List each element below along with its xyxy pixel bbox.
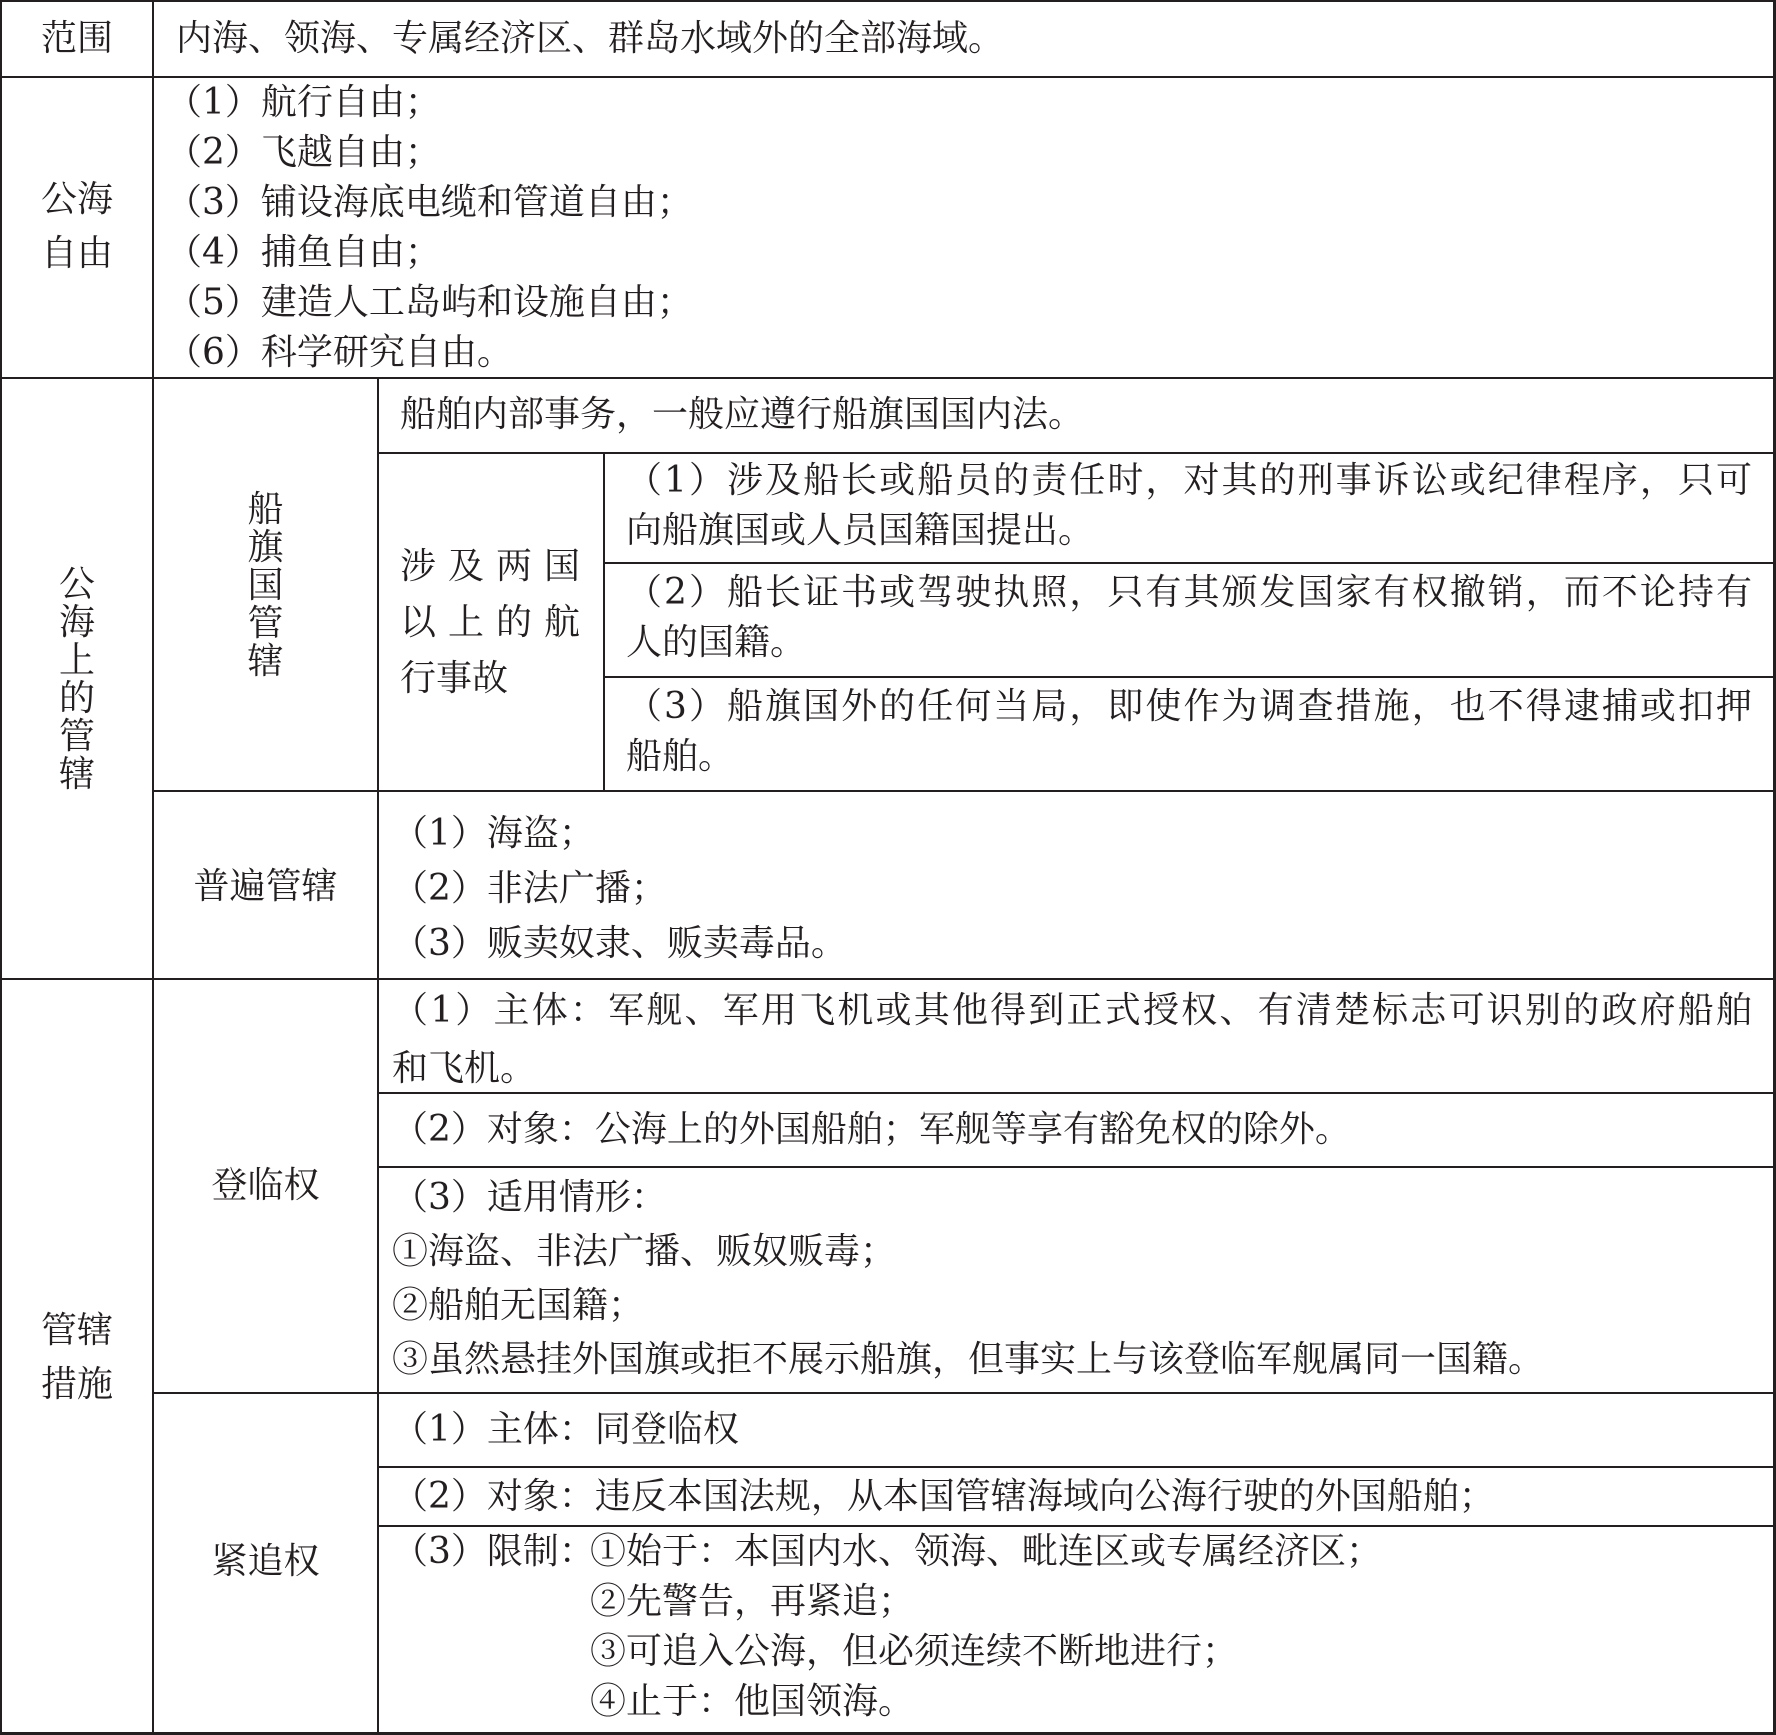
list-item: （3）贩卖奴隶、贩卖毒品。 (392, 923, 847, 964)
boarding-subject-line: 和飞机。 (392, 1048, 537, 1089)
accident-item-line: 向船旗国或人员国籍国提出。 (626, 510, 1095, 551)
flag-state-label-char: 管 (247, 603, 284, 644)
freedom-label-line: 自由 (40, 233, 113, 274)
row-divider (377, 452, 1776, 454)
measures-label-line: 管辖 (40, 1310, 113, 1351)
column-divider (603, 452, 605, 790)
boarding-cases (392, 1171, 1544, 1387)
measures-label (2, 1304, 152, 1412)
table-border (0, 0, 1776, 2)
row-divider (152, 790, 1776, 792)
list-item: ②船舶无国籍； (392, 1285, 645, 1326)
pursuit-object: （2）对象：违反本国法规，从本国管辖海域向公海行驶的外国船舶； (392, 1476, 1495, 1517)
freedom-label-line: 公海 (40, 179, 113, 220)
jurisdiction-label (2, 566, 152, 794)
accident-item-2 (626, 568, 1752, 668)
pursuit-limits (590, 1527, 1382, 1727)
pursuit-label: 紧追权 (211, 1541, 320, 1582)
list-item: ①始于：本国内水、领海、毗连区或专属经济区； (590, 1531, 1383, 1572)
row-divider (0, 978, 1776, 980)
flag-state-label-char: 国 (247, 565, 284, 606)
row-divider (377, 1466, 1776, 1468)
accident-item-line: （3）船旗国外的任何当局，即使作为调查措施，也不得逮捕或扣押 (626, 686, 1752, 727)
list-item: （3）铺设海底电缆和管道自由； (166, 182, 693, 223)
jurisdiction-label-char: 辖 (58, 754, 95, 795)
universal-label: 普遍管辖 (193, 866, 338, 907)
measures-label-line: 措施 (40, 1364, 113, 1405)
jurisdiction-label-char: 公 (58, 564, 95, 605)
freedom-label (2, 173, 152, 281)
scope-label: 范围 (40, 18, 113, 59)
list-item: ①海盗、非法广播、贩奴贩毒； (392, 1231, 897, 1272)
row-divider (377, 1166, 1776, 1168)
boarding-label: 登临权 (211, 1165, 320, 1206)
jurisdiction-label-char: 管 (58, 716, 95, 757)
list-item: （5）建造人工岛屿和设施自由； (166, 282, 693, 323)
list-item: （4）捕鱼自由； (166, 232, 441, 273)
list-item: （6）科学研究自由。 (166, 332, 513, 373)
flag-state-label-char: 船 (247, 489, 284, 530)
accident-item-3 (626, 682, 1752, 782)
accident-label (400, 539, 580, 707)
list-item: ②先警告，再紧追； (590, 1581, 915, 1622)
universal-list (392, 806, 847, 971)
flag-state-label-char: 旗 (247, 527, 284, 568)
accident-label-line: 以上的航 (400, 602, 580, 643)
jurisdiction-label-char: 的 (58, 678, 95, 719)
boarding-object: （2）对象：公海上的外国船舶；军舰等享有豁免权的除外。 (392, 1109, 1351, 1150)
row-divider (603, 562, 1776, 564)
list-item: ③可追入公海，但必须连续不断地进行； (590, 1631, 1239, 1672)
list-item: （1）航行自由； (166, 82, 441, 123)
boarding-subject-line: （1）主体：军舰、军用飞机或其他得到正式授权、有清楚标志可识别的政府船舶 (392, 990, 1752, 1031)
flag-state-label-char: 辖 (247, 641, 284, 682)
accident-label-line: 行事故 (400, 658, 509, 699)
pursuit-subject: （1）主体：同登临权 (392, 1409, 739, 1450)
boarding-subject (392, 982, 1752, 1098)
jurisdiction-label-char: 上 (58, 640, 95, 681)
column-divider (377, 378, 379, 1735)
jurisdiction-label-char: 海 (58, 602, 95, 643)
accident-item-line: （2）船长证书或驾驶执照，只有其颁发国家有权撤销，而不论持有 (626, 572, 1752, 613)
row-divider (152, 1392, 1776, 1394)
list-item: （1）海盗； (392, 813, 595, 854)
flag-state-label (154, 491, 377, 681)
pursuit-limit-prefix: （3）限制： (392, 1531, 595, 1572)
accident-item-line: （1）涉及船长或船员的责任时，对其的刑事诉讼或纪律程序，只可 (626, 460, 1752, 501)
list-item: ④止于：他国领海。 (590, 1681, 915, 1722)
scope-text: 内海、领海、专属经济区、群岛水域外的全部海域。 (176, 18, 1005, 59)
list-item: ③虽然悬挂外国旗或拒不展示船旗，但事实上与该登临军舰属同一国籍。 (392, 1339, 1545, 1380)
list-item: （3）适用情形： (392, 1177, 667, 1218)
list-item: （2）飞越自由； (166, 132, 441, 173)
flag-state-internal: 船舶内部事务，一般应遵行船旗国国内法。 (400, 394, 1085, 435)
accident-item-1 (626, 456, 1752, 556)
accident-item-line: 船舶。 (626, 736, 735, 777)
accident-label-line: 涉及两国 (400, 546, 580, 587)
row-divider (603, 676, 1776, 678)
accident-item-line: 人的国籍。 (626, 622, 807, 663)
list-item: （2）非法广播； (392, 868, 667, 909)
freedom-list (166, 78, 693, 378)
